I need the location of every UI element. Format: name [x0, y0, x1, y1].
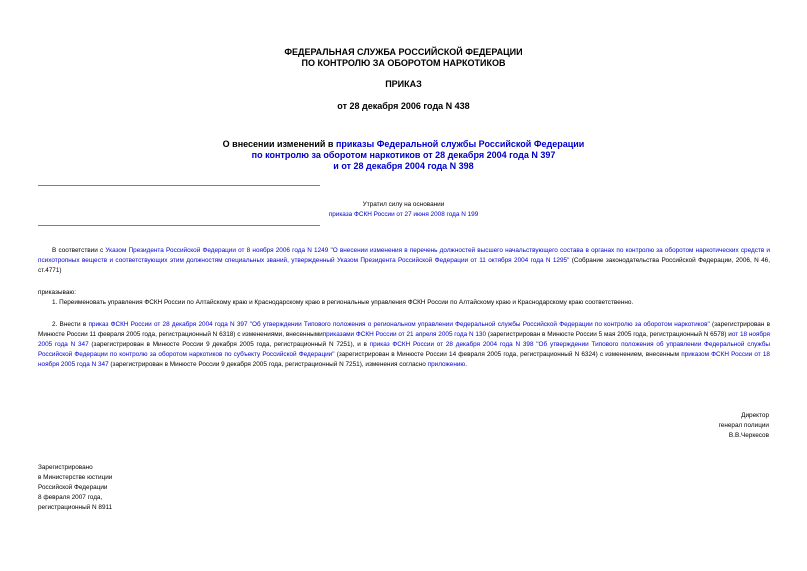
item-1-paragraph	[38, 298, 770, 308]
registration-block	[38, 463, 112, 513]
agency-name-line2: ПО КОНТРОЛЮ ЗА ОБОРОТОМ НАРКОТИКОВ	[301, 58, 506, 68]
registration-line2: в Министерстве юстиции	[38, 474, 113, 481]
order-130-link[interactable]: приказами ФСКН России от 21 апреля 2005 года N 130	[322, 331, 487, 338]
registration-line4: 8 февраля 2007 года,	[38, 494, 103, 501]
document-date-number: от 28 декабря 2006 года N 438	[337, 101, 470, 111]
separator-top	[38, 185, 320, 186]
document-type: ПРИКАЗ	[385, 79, 422, 89]
signature-name: В.В.Черкесов	[728, 432, 769, 439]
status-repeal-link[interactable]: приказа ФСКН России от 27 июня 2008 года N 199	[328, 211, 479, 218]
item-2-text-e: (зарегистрирован в Минюсте России 14 февраля 2005 года, регистрационный N 6324) с изменением, внесенным	[334, 351, 682, 358]
item-2-paragraph	[38, 320, 770, 370]
status-label: Утратил силу на основании	[362, 201, 445, 208]
preamble-paragraph	[38, 246, 770, 276]
title-link-line2[interactable]: по контролю за оборотом наркотиков от 28 декабря 2004 года N 397	[251, 150, 556, 160]
title-prefix: О внесении изменений в	[222, 139, 336, 149]
title-link-line1[interactable]: приказы Федеральной службы Российской Федерации	[335, 139, 585, 149]
preamble-text-b: (Собрание законодательства Российской Федерации, 2006, N 46, ст.4771)	[38, 257, 770, 274]
order-347-link-2[interactable]: приказом ФСКН России от 18 ноября 2005 года N 347	[38, 351, 770, 368]
document-title-line1	[0, 139, 807, 150]
order-word: приказываю:	[38, 289, 76, 296]
item-2-text-f: (зарегистрирован в Минюсте России 9 декабря 2005 года, регистрационный N 7251), изменения согласно	[108, 361, 428, 368]
order-398-link[interactable]: приказ ФСКН России от 28 декабря 2004 года N 398 "Об утверждении Типового положения об управлении Федеральной службы Российской Федерации по контролю за оборотом наркотиков по субъекту Российской Федерации"	[38, 341, 770, 358]
signature-block	[719, 411, 769, 441]
signature-position: Директор	[741, 412, 769, 419]
registration-line5: регистрационный N 8911	[38, 504, 113, 511]
item-2-text-c: (зарегистрирован в Минюсте России 5 мая 2005 года, регистрационный N 6578) и	[486, 331, 732, 338]
item-2-text-g: .	[465, 361, 467, 368]
item-2-text-d: (зарегистрирован в Минюсте России 9 декабря 2005 года, регистрационный N 7251), и в	[88, 341, 370, 348]
item-2-text-a: 2. Внести в	[52, 321, 89, 328]
agency-name-line1: ФЕДЕРАЛЬНАЯ СЛУЖБА РОССИЙСКОЙ ФЕДЕРАЦИИ	[284, 47, 523, 57]
separator-bottom	[38, 225, 320, 226]
order-397-link[interactable]: приказ ФСКН России от 28 декабря 2004 года N 397 "Об утверждении Типового положения о региональном управлении Федеральной службы Российской Федерации по контролю за оборотом наркотиков"	[88, 321, 710, 328]
preamble-text-a: В соответствии с	[52, 247, 106, 254]
decree-link[interactable]: Указом Президента Российской Федерации от 8 ноября 2006 года N 1249 "О внесении изменения в перечень должностей высшего начальствующего состава в органах по контролю за оборотом наркотических средств и психотропных веществ и соответствующих этим должностям специальных званий, утвержденный Указом Президента Российской Федерации от 11 октября 2004 года N 1295"	[38, 247, 770, 264]
item-1-text: 1. Переименовать управления ФСКН России по Алтайскому краю и Краснодарскому краю в региональные управления ФСКН России по Алтайскому краю и Краснодарскому краю соответственно.	[52, 299, 634, 306]
registration-line1: Зарегистрировано	[38, 464, 93, 471]
registration-line3: Российской Федерации	[38, 484, 108, 491]
title-link-line3[interactable]: и от 28 декабря 2004 года N 398	[333, 161, 474, 171]
signature-rank: генерал полиции	[718, 422, 769, 429]
item-2-text-b: (зарегистрирован в Минюсте России 11 февраля 2005 года, регистрационный N 6318) с изменениями, внесенными	[38, 321, 770, 338]
appendix-link[interactable]: приложению	[427, 361, 466, 368]
order-347-link-1[interactable]: от 18 ноября 2005 года N 347	[38, 331, 770, 348]
